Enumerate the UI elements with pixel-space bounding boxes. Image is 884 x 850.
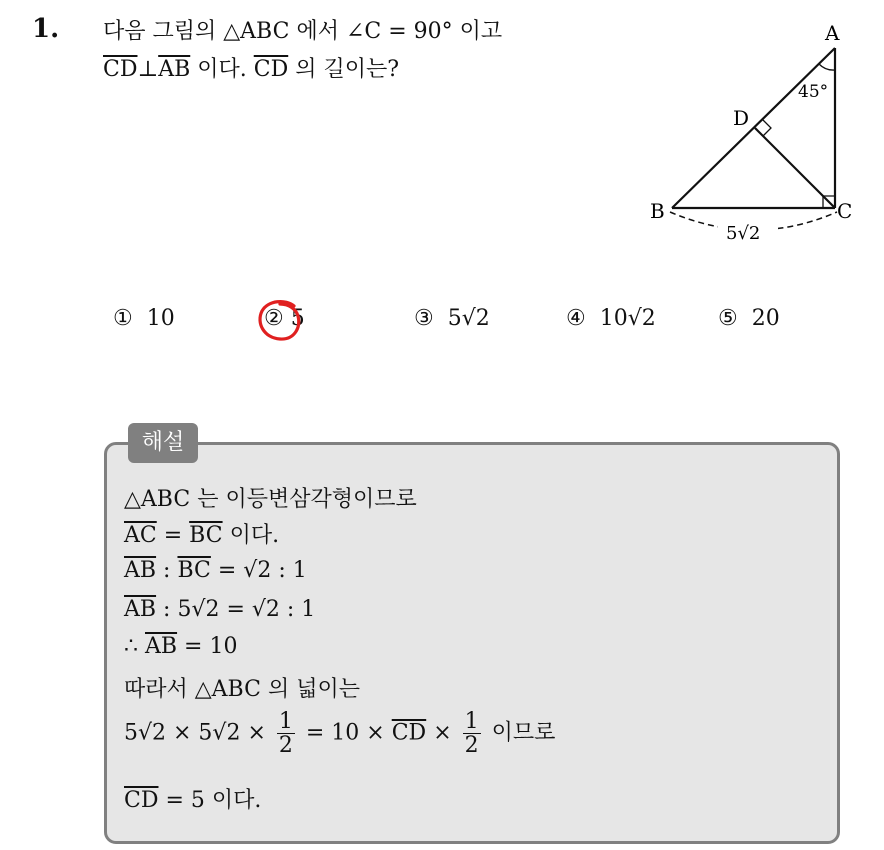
right-angle-d bbox=[763, 120, 771, 136]
sol-eq: = bbox=[156, 523, 190, 548]
label-d: D bbox=[733, 106, 750, 130]
choice-5-marker: ⑤ bbox=[718, 306, 738, 331]
question-text-line1: 다음 그림의 △ABC 에서 ∠C = 90° 이고 bbox=[103, 19, 503, 44]
sol-l8-end: = 5 이다. bbox=[158, 788, 262, 813]
sol-l7-d: 이므로 bbox=[484, 720, 556, 746]
solution-line-5 bbox=[124, 634, 237, 659]
frac2-num: 1 bbox=[464, 709, 479, 734]
choice-3[interactable] bbox=[414, 306, 490, 331]
solution-line-3 bbox=[124, 558, 307, 583]
label-b: B bbox=[650, 199, 665, 223]
label-a: A bbox=[825, 21, 840, 45]
solution-line-2 bbox=[124, 518, 279, 549]
perp-symbol: ⊥ bbox=[137, 57, 159, 82]
sol-l3-bc: $\overline{BC}$ bbox=[177, 558, 211, 583]
sol-l3-ab: $\overline{AB}$ bbox=[124, 558, 157, 583]
sol-ac: $\overline{AC}$ bbox=[124, 523, 157, 548]
choice-1-marker: ① bbox=[113, 306, 133, 331]
solution-line-4 bbox=[124, 597, 315, 622]
sol-l7-a: 5√2 × 5√2 × bbox=[124, 720, 273, 746]
fraction-half-2 bbox=[463, 710, 481, 757]
choice-1[interactable] bbox=[113, 306, 175, 331]
angle-label: 45° bbox=[798, 82, 829, 102]
sol-l2-end: 이다. bbox=[222, 523, 280, 548]
solution-line-8 bbox=[124, 783, 261, 814]
question-text-line2 bbox=[103, 52, 399, 83]
sol-l4-ab: $\overline{AB}$ bbox=[124, 597, 157, 622]
choice-2-marker: ② bbox=[264, 306, 284, 331]
sol-l4-end: : 5√2 = √2 : 1 bbox=[156, 597, 316, 622]
solution-line-6: 따라서 △ABC 의 넓이는 bbox=[124, 677, 360, 702]
sol-bc: $\overline{BC}$ bbox=[189, 523, 223, 548]
segment-cd: $\overline{CD}$ bbox=[103, 57, 138, 82]
choice-2-value: 5 bbox=[290, 306, 305, 331]
question-number: 1. bbox=[32, 14, 60, 44]
label-c: C bbox=[837, 199, 853, 223]
sol-l5-end: = 10 bbox=[177, 634, 238, 659]
sol-l3-end: = √2 : 1 bbox=[210, 558, 307, 583]
selected-answer-circle-icon bbox=[256, 298, 304, 344]
triangle-figure bbox=[630, 18, 860, 248]
sol-l7-cd: $\overline{CD}$ bbox=[391, 720, 427, 746]
choice-3-marker: ③ bbox=[414, 306, 434, 331]
segment-cd-2: $\overline{CD}$ bbox=[253, 57, 289, 82]
fraction-half-1 bbox=[277, 710, 295, 757]
segment-ab: $\overline{AB}$ bbox=[158, 57, 191, 82]
choice-1-value: 10 bbox=[146, 306, 175, 331]
angle-arc-a bbox=[819, 64, 835, 70]
sol-l3-colon: : bbox=[156, 558, 178, 583]
frac1-den: 2 bbox=[278, 733, 293, 759]
sol-l7-b: = 10 × bbox=[298, 720, 392, 746]
answer-choices bbox=[0, 306, 884, 346]
question-mid-text: 이다. bbox=[190, 57, 254, 82]
choice-5[interactable] bbox=[718, 306, 780, 331]
choice-4[interactable] bbox=[566, 306, 656, 331]
solution-tag: 해설 bbox=[128, 423, 198, 463]
sol-l8-cd: $\overline{CD}$ bbox=[124, 788, 159, 813]
side-label: 5√2 bbox=[726, 223, 761, 244]
choice-5-value: 20 bbox=[751, 306, 780, 331]
choice-4-value: 10√2 bbox=[599, 306, 656, 331]
sol-therefore: ∴ bbox=[124, 634, 145, 659]
choice-4-marker: ④ bbox=[566, 306, 586, 331]
frac2-den: 2 bbox=[464, 733, 479, 759]
solution-line-1: △ABC 는 이등변삼각형이므로 bbox=[124, 487, 417, 512]
question-end-text: 의 길이는? bbox=[288, 57, 400, 82]
solution-line-7 bbox=[124, 710, 555, 757]
choice-3-value: 5√2 bbox=[447, 306, 490, 331]
frac1-num: 1 bbox=[278, 709, 293, 734]
sol-l5-ab: $\overline{AB}$ bbox=[145, 634, 178, 659]
sol-l7-c: × bbox=[426, 720, 459, 746]
